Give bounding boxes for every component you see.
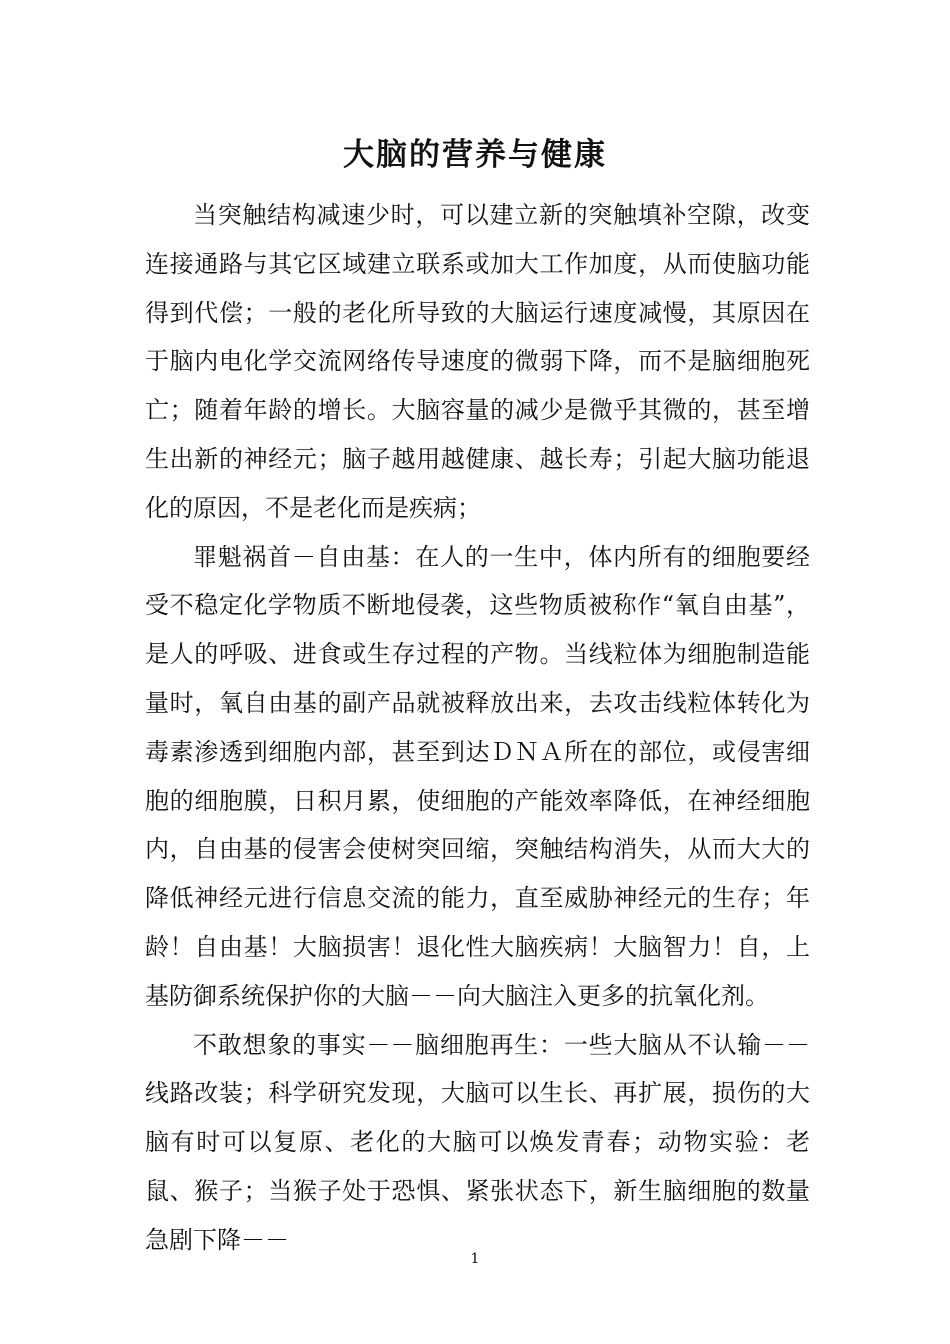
paragraph-1: 当突触结构减速少时，可以建立新的突触填补空隙，改变连接通路与其它区域建立联系或加大工作加度，从而使脑功能得到代偿；一般的老化所导致的大脑运行速度减慢，其原因在于脑内电化学交流网络传导速度的微弱下降，而不是脑细胞死亡；随着年龄的增长。大脑容量的减少是微乎其微的，甚至增生出新的神经元；脑子越用越健康、越长寿；引起大脑功能退化的原因，不是老化而是疾病；: [145, 201, 810, 522]
paragraph-3: 不敢想象的事实－－脑细胞再生：一些大脑从不认输－－线路改装；科学研究发现，大脑可以生长、再扩展，损伤的大脑有时可以复原、老化的大脑可以焕发青春；动物实验：老鼠、猴子；当猴子处于恐惧、紧张状态下，新生脑细胞的数量急剧下降－－: [145, 1030, 810, 1254]
page-number: 1: [470, 1251, 480, 1267]
document-body: [145, 191, 810, 1265]
document-title: 大脑的营养与健康: [343, 136, 607, 173]
paragraph-2: 罪魁祸首－自由基：在人的一生中，体内所有的细胞要经受不稳定化学物质不断地侵袭，这些物质被称作“氧自由基”，是人的呼吸、进食或生存过程的产物。当线粒体为细胞制造能量时，氧自由基的副产品就被释放出来，去攻击线粒体转化为毒素渗透到细胞内部，甚至到达ＤＮＡ所在的部位，或侵害细胞的细胞膜，日积月累，使细胞的产能效率降低，在神经细胞内，自由基的侵害会使树突回缩，突触结构消失，从而大大的降低神经元进行信息交流的能力，直至威胁神经元的生存；年龄！自由基！大脑损害！退化性大脑疾病！大脑智力！自，上基防御系统保护你的大脑－－向大脑注入更多的抗氧化剂。: [145, 542, 810, 1010]
